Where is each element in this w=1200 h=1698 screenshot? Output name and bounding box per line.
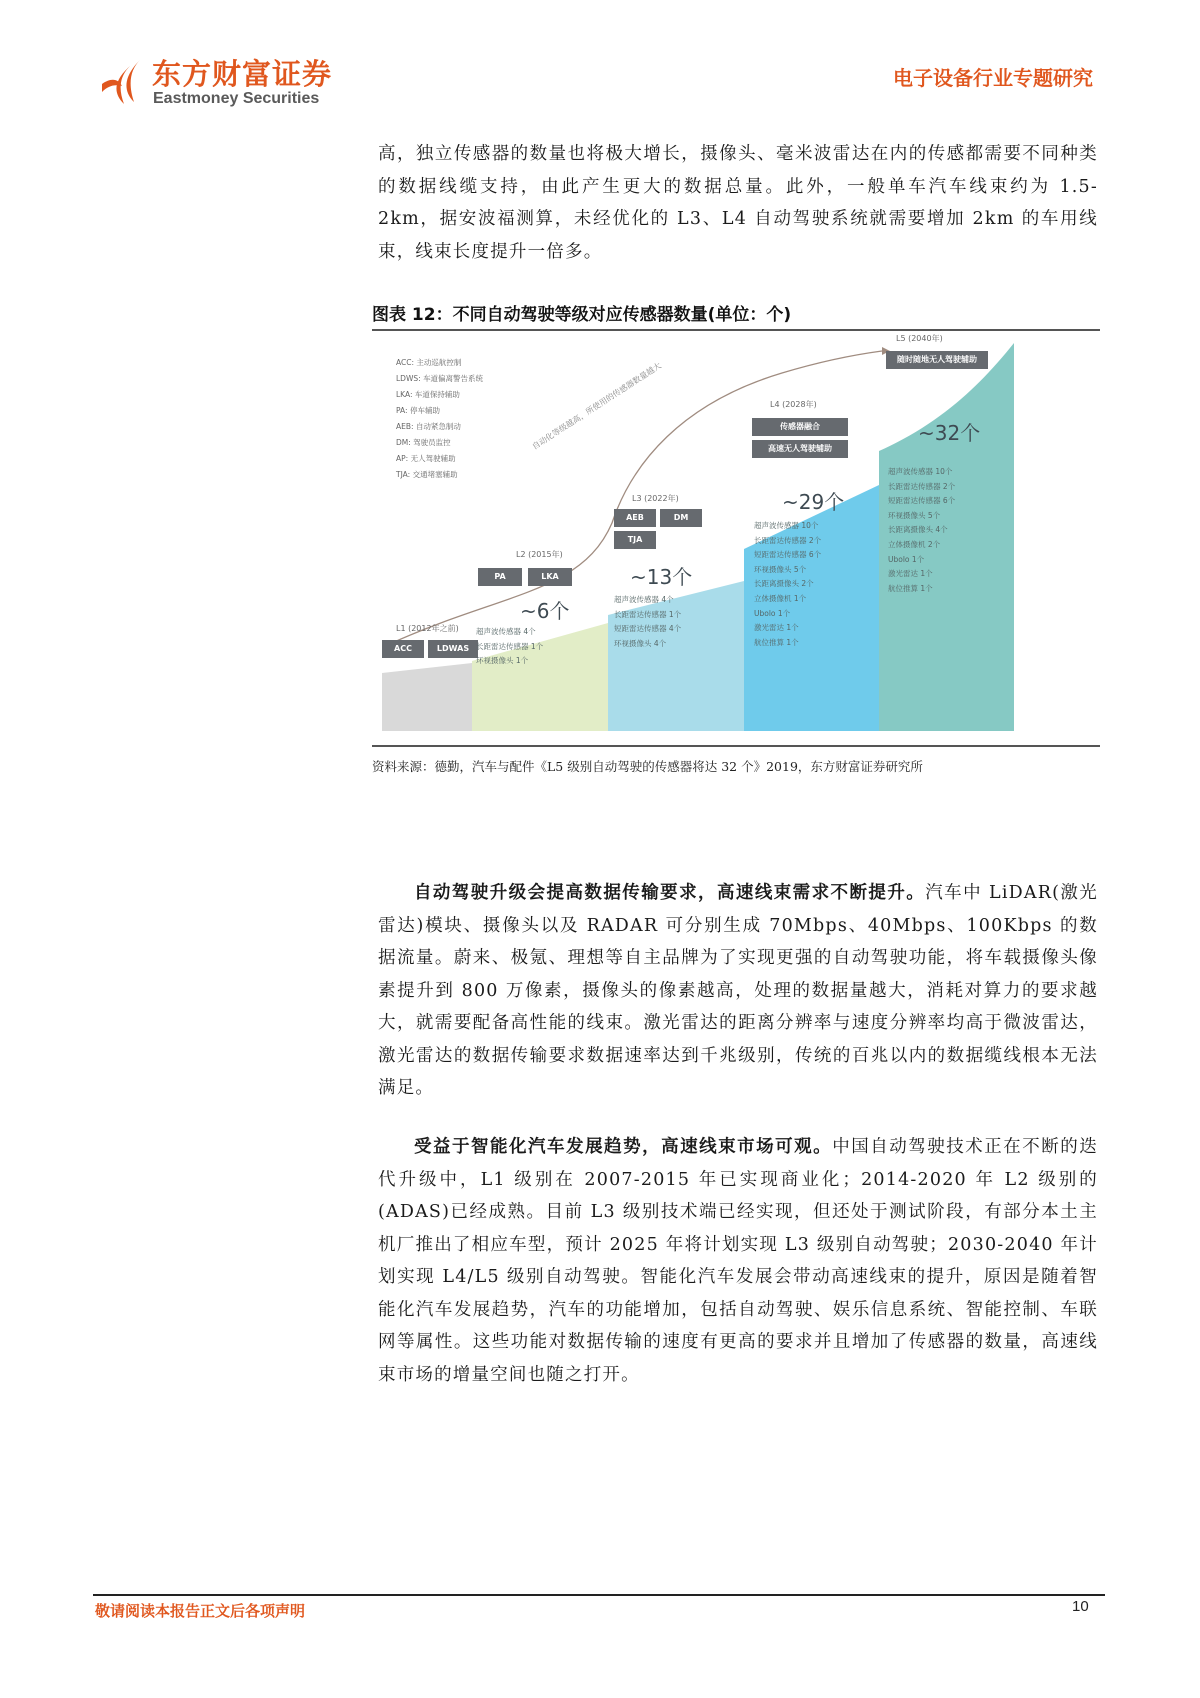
feature-tag: 随时随地无人驾驶辅助 — [886, 351, 988, 369]
legend-item: PA: 停车辅助 — [396, 406, 440, 415]
intro-paragraph: 高，独立传感器的数量也将极大增长，摄像头、毫米波雷达在内的传感都需要不同种类的数据线缆支持，由此产生更大的数据总量。此外，一般单车汽车线束约为 1.5-2km，据安波福测算，未经优化的 L3、L4 自动驾驶系统就需要增加 2km 的车用线束，线束长度提升一倍多。 — [378, 144, 1098, 262]
sensor-list-l2: 超声波传感器 4个 长距雷达传感器 1个 环视摄像头 1个 — [476, 627, 544, 666]
sensor-count-chart — [382, 334, 1086, 731]
sensor-count-l3: ~13个 — [630, 565, 693, 589]
logo-flame-icon — [100, 58, 148, 108]
paragraph-lead: 自动驾驶升级会提高数据传输要求，高速线束需求不断提升。 — [414, 883, 926, 903]
legend-item: AEB: 自动紧急制动 — [396, 422, 461, 431]
figure-bottom-rule — [372, 745, 1100, 747]
report-category-title: 电子设备行业专题研究 — [893, 66, 1093, 90]
legend-item: LKA: 车道保持辅助 — [396, 390, 460, 399]
logo-chinese-text: 东方财富证券 — [152, 57, 333, 91]
figure-top-rule — [372, 329, 1100, 331]
level-label-l4: L4 (2028年) — [770, 400, 817, 409]
page-number: 10 — [1072, 1598, 1089, 1615]
level-label-l5: L5 (2040年) — [896, 334, 943, 343]
body-paragraph-2: 受益于智能化汽车发展趋势，高速线束市场可观。中国自动驾驶技术正在不断的迭代升级中，L1 级别在 2007-2015 年已实现商业化；2014-2020 年 L2 级别的(ADAS)已经成熟。目前 L3 级别技术端已经实现，但还处于测试阶段，有部分本土主机厂推出了相应车型，预计 2025 年将计划实现 L3 级别自动驾驶；2030-2040 年计划实现 L4/L5 级别自动驾驶。智能化汽车发展会带动高速线束的提升，原因是随着智能化汽车发展趋势，汽车的功能增加，包括自动驾驶、娱乐信息系统、智能控制、车联网等属性。这些功能对数据传输的速度有更高的要求并且增加了传感器的数量，高速线束市场的增量空间也随之打开。 — [378, 1137, 1098, 1385]
feature-tag: TJA — [614, 531, 656, 549]
logo-english-text: Eastmoney Securities — [153, 90, 320, 107]
legend-item: ACC: 主动巡航控制 — [396, 358, 462, 367]
sensor-list-l4: 超声波传感器 10个 长距雷达传感器 2个 短距雷达传感器 6个 环视摄像头 5个 长距离摄像头 2个 立体摄像机 1个 Ubolo 1个 激光雷达 1个 航位推算 1个 — [754, 521, 822, 647]
paragraph-lead: 受益于智能化汽车发展趋势，高速线束市场可观。 — [414, 1137, 833, 1157]
footer-disclaimer: 敬请阅读本报告正文后各项声明 — [95, 1602, 306, 1620]
legend-item: DM: 驾驶员监控 — [396, 438, 451, 447]
sensor-count-l5: ~32个 — [918, 421, 981, 445]
feature-tag: 高速无人驾驶辅助 — [752, 440, 848, 458]
sensor-list-l3: 超声波传感器 4个 长距雷达传感器 1个 短距雷达传感器 4个 环视摄像头 4个 — [614, 595, 682, 648]
footer-rule — [93, 1594, 1105, 1596]
figure-title: 图表 12：不同自动驾驶等级对应传感器数量(单位：个) — [372, 305, 792, 325]
feature-tag: 传感器融合 — [752, 418, 848, 436]
sensor-count-l4: ~29个 — [782, 490, 845, 514]
curve-annotation: 自动化等级越高，所使用的传感器数量越大 — [530, 361, 663, 452]
chart-areas — [382, 343, 1086, 731]
feature-tag: LKA — [528, 568, 572, 586]
feature-tag: LDWAS — [428, 640, 478, 658]
feature-tag: AEB — [614, 509, 656, 527]
level-label-l3: L3 (2022年) — [632, 494, 679, 503]
level-label-l2: L2 (2015年) — [516, 550, 563, 559]
level-label-l1: L1 (2012年之前) — [396, 624, 459, 633]
feature-tag: PA — [478, 568, 522, 586]
sensor-list-l5: 超声波传感器 10个 长距雷达传感器 2个 短距雷达传感器 6个 环视摄像头 5个 长距离摄像头 4个 立体摄像机 2个 Ubolo 1个 激光雷达 1个 航位推算 1个 — [888, 467, 956, 593]
legend-item: TJA: 交通堵塞辅助 — [396, 470, 458, 479]
sensor-count-l2: ~6个 — [520, 599, 570, 623]
abbreviation-legend — [396, 355, 483, 483]
body-paragraph-1: 自动驾驶升级会提高数据传输要求，高速线束需求不断提升。汽车中 LiDAR(激光雷达)模块、摄像头以及 RADAR 可分别生成 70Mbps、40Mbps、100Kbps 的数据流量。蔚来、极氪、理想等自主品牌为了实现更强的自动驾驶功能，将车载摄像头像素提升到 800 万像素，摄像头的像素越高，处理的数据量越大，消耗对算力的要求越大，就需要配备高性能的线束。激光雷达的距离分辨率与速度分辨率均高于微波雷达，激光雷达的数据传输要求数据速率达到千兆级别，传统的百兆以内的数据缆线根本无法满足。 — [378, 883, 1098, 1098]
feature-tag: ACC — [382, 640, 424, 658]
legend-item: AP: 无人驾驶辅助 — [396, 454, 456, 463]
legend-item: LDWS: 车道偏离警告系统 — [396, 374, 484, 383]
company-logo — [100, 52, 360, 112]
feature-tag: DM — [660, 509, 702, 527]
figure-source: 资料来源：德勤，汽车与配件《L5 级别自动驾驶的传感器将达 32 个》2019，东方财富证券研究所 — [372, 759, 923, 774]
